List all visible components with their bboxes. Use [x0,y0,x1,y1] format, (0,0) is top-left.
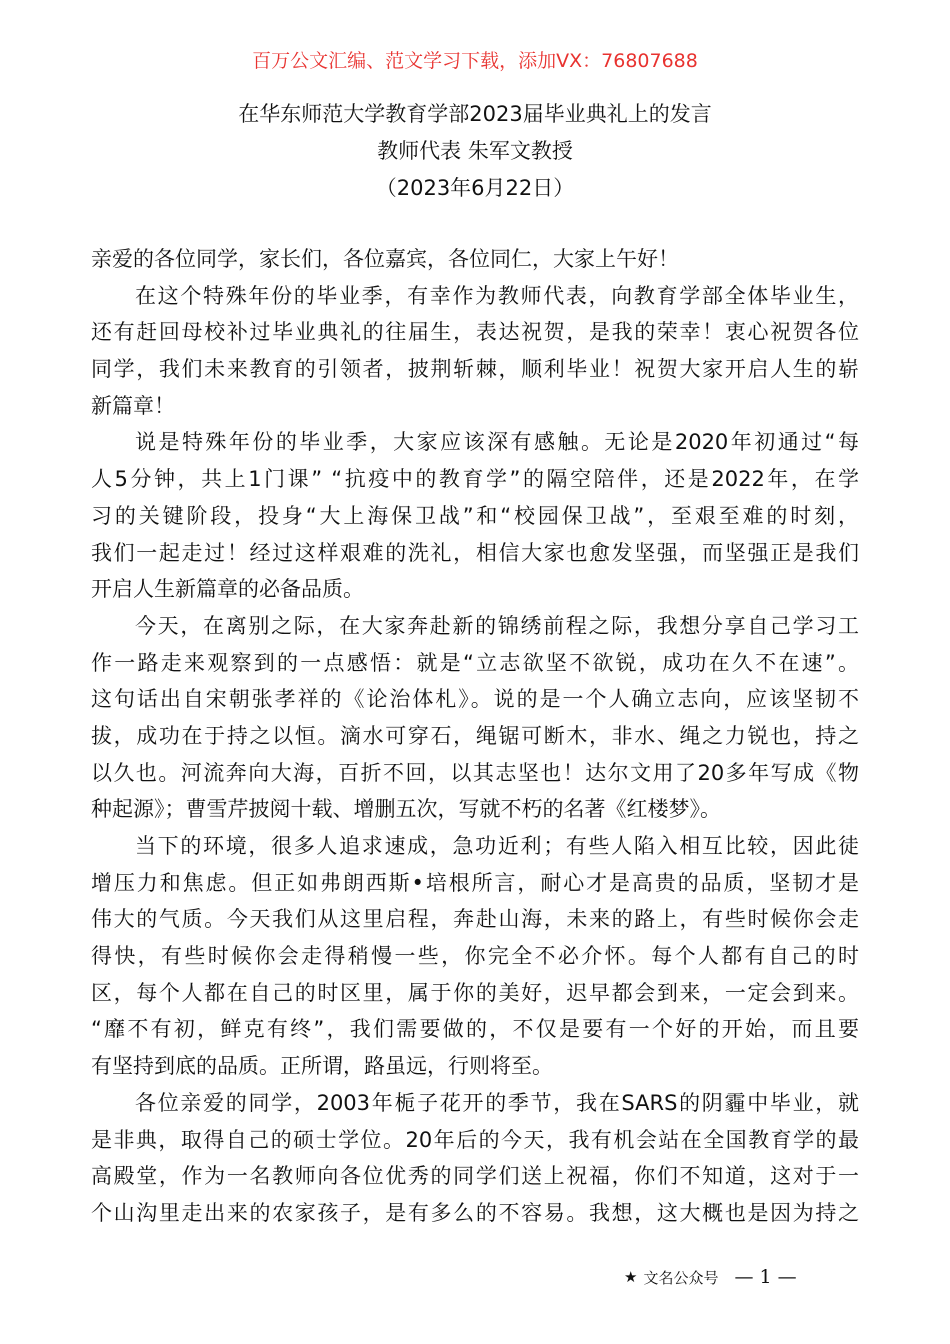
page-number: — 1 — [734,1266,797,1288]
speech-body [91,241,859,1232]
text-line: 在这个特殊年份的毕业季，有幸作为教师代表，向教育学部全体毕业生， [135,283,859,308]
text-line: 个山沟里走出来的农家孩子，是有多么的不容易。我想，这大概也是因为持之 [91,1200,859,1225]
text-line: 同学，我们未来教育的引领者，披荆斩棘，顺利毕业！祝贺大家开启人生的崭 [91,357,859,382]
text-line: 习的关键阶段，投身“大上海保卫战”和“校园保卫战”，至艰至难的时刻， [91,503,859,528]
text-line: 开启人生新篇章的必备品质。 [91,577,364,602]
star-icon: ★ [624,1268,638,1286]
text-line: “靡不有初，鲜克有终”，我们需要做的，不仅是要有一个好的开始，而且要 [91,1017,859,1042]
text-line: 当下的环境，很多人追求速成，急功近利；有些人陷入相互比较，因此徒 [135,834,859,858]
footer-label: 文名公众号 [643,1268,719,1287]
text-line: 人5分钟，共上1门课” “抗疫中的教育学”的隔空陪伴，还是2022年，在学 [91,467,859,492]
text-line: 这句话出自宋朝张孝祥的《论治体札》。说的是一个人确立志向，应该坚韧不 [91,687,859,712]
text-line: 作一路走来观察到的一点感悟：就是“立志欲坚不欲锐，成功在久不在速”。 [91,650,859,675]
text-line: 还有赶回母校补过毕业典礼的往届生，表达祝贺，是我的荣幸！衷心祝贺各位 [91,320,859,345]
speaker-line: 教师代表 朱军文教授 [377,139,573,163]
text-line: 高殿堂，作为一名教师向各位优秀的同学们送上祝福，你们不知道，这对于一 [91,1164,859,1189]
text-line: 新篇章！ [91,393,175,418]
text-line: 得快，有些时候你会走得稍慢一些，你完全不必介怀。每个人都有自己的时 [91,944,859,969]
text-line: 以久也。河流奔向大海，百折不回，以其志坚也！达尔文用了20多年写成《物 [91,760,859,785]
text-line: 种起源》；曹雪芹披阅十载、增删五次，写就不朽的名著《红楼梦》。 [91,797,721,822]
page-footer [624,1266,797,1288]
text-line: 区，每个人都在自己的时区里，属于你的美好，迟早都会到来，一定会到来。 [91,980,859,1005]
speech-date: （2023年6月22日） [375,176,575,200]
text-line: 有坚持到底的品质。正所谓，路虽远，行则将至。 [91,1054,553,1079]
text-line: 我们一起走过！经过这样艰难的洗礼，相信大家也愈发坚强，而坚强正是我们 [91,540,859,565]
text-line: 亲爱的各位同学，家长们，各位嘉宾，各位同仁，大家上午好！ [91,247,679,271]
text-line: 今天，在离别之际，在大家奔赴新的锦绣前程之际，我想分享自己学习工 [135,613,859,638]
text-line: 说是特殊年份的毕业季，大家应该深有感触。无论是2020年初通过“每 [135,430,859,455]
text-line: 是非典，取得自己的硕士学位。20年后的今天，我有机会站在全国教育学的最 [91,1127,859,1152]
text-line: 各位亲爱的同学，2003年栀子花开的季节，我在SARS的阴霾中毕业，就 [135,1090,859,1115]
text-line: 伟大的气质。今天我们从这里启程，奔赴山海，未来的路上，有些时候你会走 [91,907,859,932]
document-title: 在华东师范大学教育学部2023届毕业典礼上的发言 [238,102,712,126]
watermark-banner: 百万公文汇编、范文学习下载，添加VX：76807688 [252,50,698,72]
text-line: 增压力和焦虑。但正如弗朗西斯•培根所言，耐心才是高贵的品质，坚韧才是 [91,870,859,895]
text-line: 拔，成功在于持之以恒。滴水可穿石，绳锯可断木，非水、绳之力锐也，持之 [91,723,859,748]
